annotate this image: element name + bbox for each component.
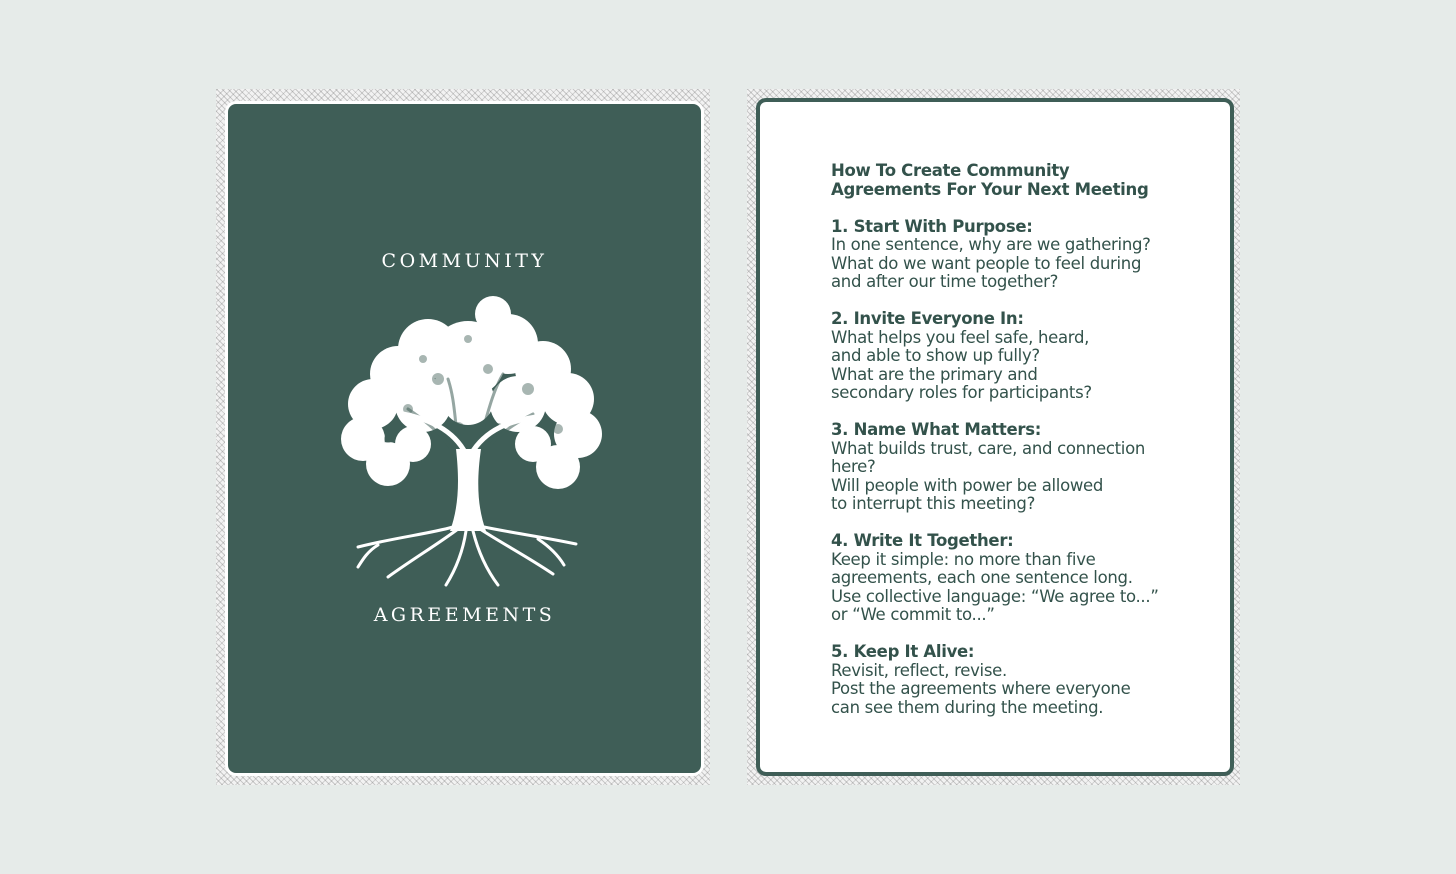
step-line: can see them during the meeting. <box>831 697 1104 717</box>
step-5 <box>831 643 1201 717</box>
step-line: What are the primary and <box>831 364 1038 384</box>
step-line: In one sentence, why are we gathering? <box>831 235 1151 254</box>
step-title: 2. Invite Everyone In: <box>831 309 1024 328</box>
step-line: Will people with power be allowed <box>831 475 1104 495</box>
instructions-text <box>831 162 1201 717</box>
front-card <box>216 89 710 785</box>
step-line: Use collective language: “We agree to...” <box>831 586 1159 606</box>
heading-line: Agreements For Your Next Meeting <box>831 179 1149 199</box>
step-title: 1. Start With Purpose: <box>831 216 1033 236</box>
tree-icon <box>318 289 618 589</box>
step-line: secondary roles for participants? <box>831 383 1092 402</box>
step-line: Post the agreements where everyone <box>831 679 1131 698</box>
step-3 <box>831 421 1201 514</box>
step-line: Revisit, reflect, revise. <box>831 660 1007 680</box>
card-title-agreements: AGREEMENTS <box>373 604 556 626</box>
step-line: here? <box>831 457 876 476</box>
step-line: What do we want people to feel during <box>831 253 1142 273</box>
step-line: What helps you feel safe, heard, <box>831 327 1090 347</box>
step-line: and after our time together? <box>831 272 1059 291</box>
step-line: or “We commit to...” <box>831 605 995 624</box>
step-title: 4. Write It Together: <box>831 531 1014 550</box>
step-title: 5. Keep It Alive: <box>831 642 975 661</box>
step-title: 3. Name What Matters: <box>831 420 1042 439</box>
step-2 <box>831 310 1201 403</box>
step-line: agreements, each one sentence long. <box>831 568 1133 587</box>
step-line: Keep it simple: no more than five <box>831 549 1096 569</box>
step-1 <box>831 218 1201 292</box>
back-card <box>747 89 1240 785</box>
card-title-community: COMMUNITY <box>381 250 548 272</box>
front-card-panel <box>228 104 701 773</box>
step-4 <box>831 532 1201 625</box>
step-line: to interrupt this meeting? <box>831 494 1036 513</box>
step-line: and able to show up fully? <box>831 346 1040 365</box>
instructions-heading <box>831 162 1201 199</box>
step-line: What builds trust, care, and connection <box>831 438 1146 458</box>
heading-line: How To Create Community <box>831 161 1070 180</box>
back-card-panel <box>756 98 1234 776</box>
